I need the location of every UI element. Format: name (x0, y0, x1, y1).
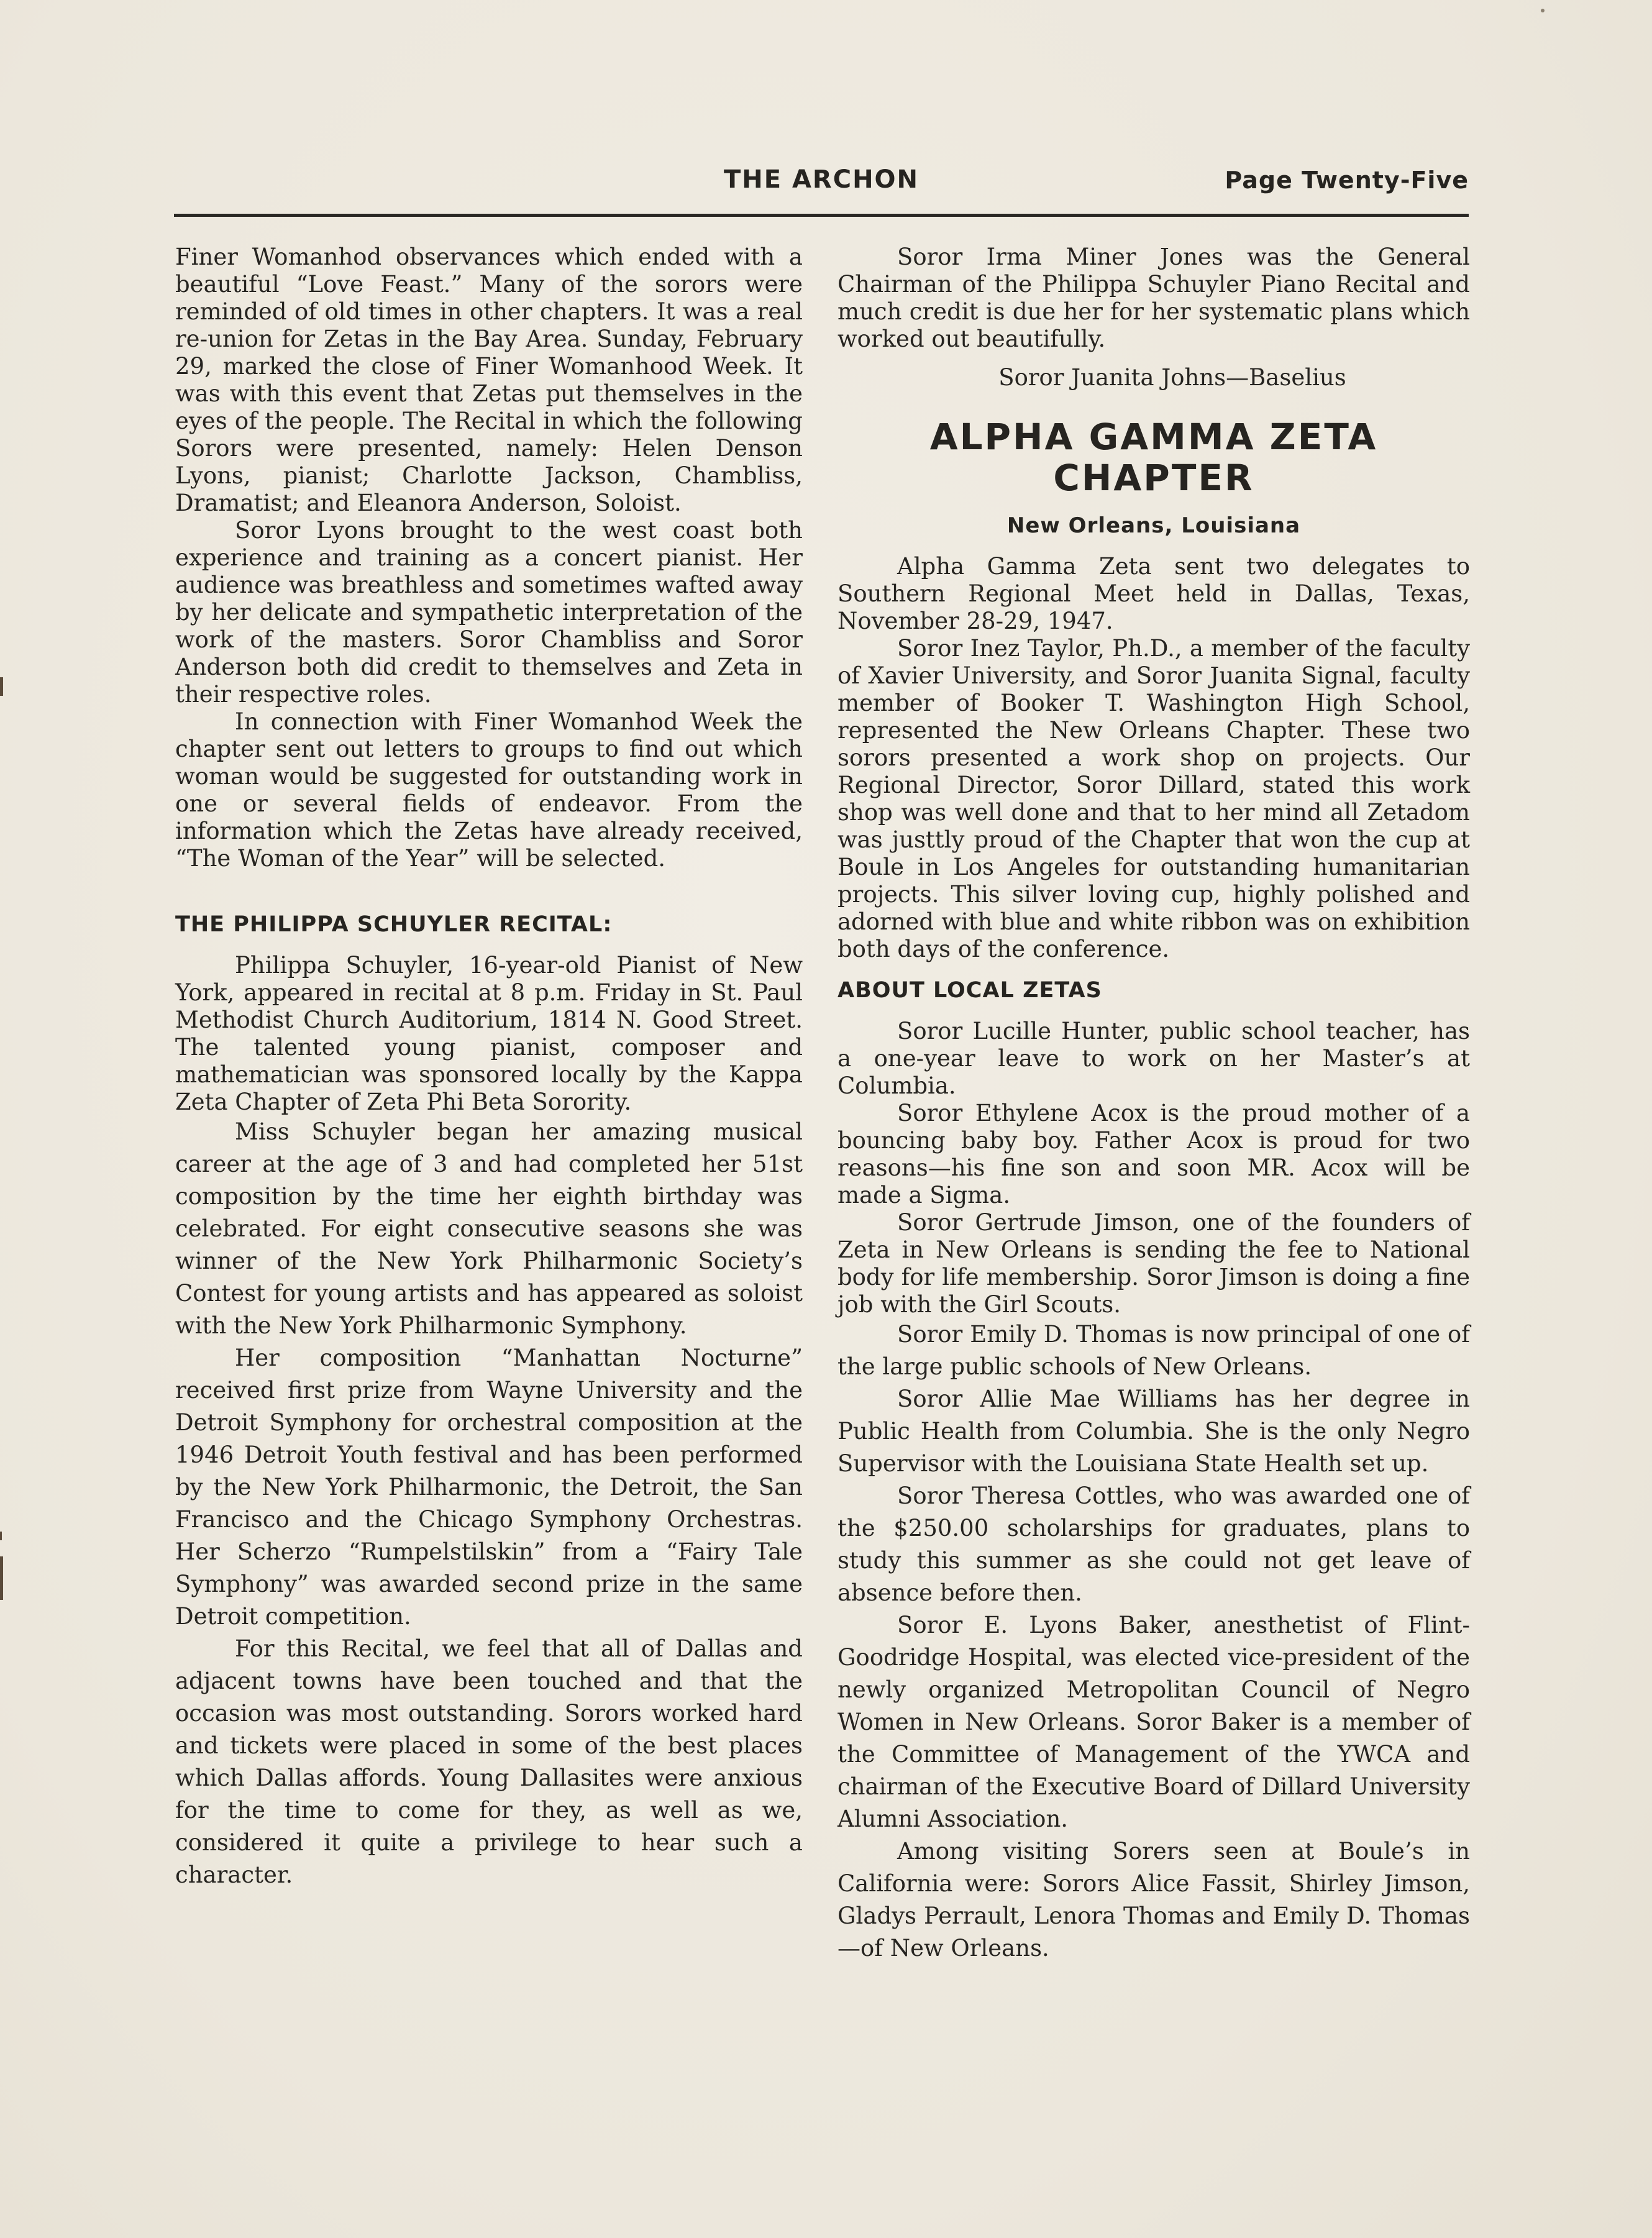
chapter-paragraph-1: Alpha Gamma Zeta sent two delegates to Southern Regional Meet held in Dallas, Texas, November 28-29, 1947. (837, 553, 1470, 634)
local-paragraph-3: Soror Gertrude Jimson, one of the founders of Zeta in New Orleans is sending the fee to National body for life membership. Soror Jimson is doing a fine job with the Girl Scouts. (837, 1209, 1470, 1318)
chapter-paragraph-2: Soror Inez Taylor, Ph.D., a member of the faculty of Xavier University, and Soror Juanita Signal, faculty member of Booker T. Washington High School, represented the New Orleans Chapter. These two sorors presented a work shop on projects. Our Regional Director, Soror Dillard, stated this work shop was well done and that to her mind all Zetadom was justtly proud of the Chapter that won the cup at Boule in Los Angeles for outstanding humanitarian projects. This silver loving cup, highly polished and adorned with blue and white ribbon was on exhibition both days of the conference. (837, 635, 1470, 962)
chapter-title-line-1: ALPHA GAMMA ZETA (929, 416, 1378, 458)
local-paragraph-5: Soror Allie Mae Williams has her degree in Public Health from Columbia. She is the only Negro Supervisor with the Louisiana State Health set up. (837, 1386, 1470, 1477)
scan-dot (1541, 9, 1545, 12)
page-number: Page Twenty-Five (1225, 167, 1469, 194)
left-paragraph-2: Soror Lyons brought to the west coast both experience and training as a concert pianist. Her audience was breathless and sometimes wafted away by her delicate and sympathetic interpretation of the work of the masters. Soror Chambliss and Soror Anderson both did credit to themselves and Zeta in their respective roles. (175, 517, 803, 708)
publication-title: THE ARCHON (723, 165, 920, 194)
scan-mark (0, 1532, 2, 1540)
recital-paragraph-3: Her composition “Manhattan Nocturne” received first prize from Wayne University and the Detroit Symphony for orchestral composition at the 1946 Detroit Youth festival and has been performed by the New York Philharmonic, the Detroit, the San Francisco and the Chicago Symphony Orchestras. Her Scherzo “Rumpelstilskin” from a “Fairy Tale Symphony” was awarded second prize in the same Detroit competition. (175, 1345, 803, 1630)
left-column (175, 244, 803, 1891)
recital-body (175, 1116, 803, 1891)
chapter-location: New Orleans, Louisiana (1006, 513, 1301, 538)
scan-mark (0, 677, 3, 696)
recital-paragraph-2: Miss Schuyler began her amazing musical career at the age of 3 and had completed her 51st composition by the time her eighth birthday was celebrated. For eight consecutive seasons she was winner of the New York Philharmonic Society’s Contest for young artists and has appeared as soloist with the New York Philharmonic Symphony. (175, 1118, 803, 1339)
chapter-title-line-2: CHAPTER (1053, 457, 1254, 499)
running-header (174, 165, 1469, 209)
scan-mark (0, 1556, 3, 1600)
header-rule (174, 214, 1469, 217)
left-paragraph-1: Finer Womanhod observances which ended with a beautiful “Love Feast.” Many of the sorors were reminded of old times in other chapters. It was a real re-union for Zetas in the Bay Area. Sunday, February 29, marked the close of Finer Womanhood Week. It was with this event that Zetas put themselves in the eyes of the people. The Recital in which the following Sorors were presented, namely: Helen Denson Lyons, pianist; Charlotte Jackson, Chambliss, Dramatist; and Eleanora Anderson, Soloist. (175, 244, 803, 516)
local-paragraph-7: Soror E. Lyons Baker, anesthetist of Flint-Goodridge Hospital, was elected vice-president of the newly organized Metropolitan Council of Negro Women in New Orleans. Soror Baker is a member of the Committee of Management of the YWCA and chairman of the Executive Board of Dillard University Alumni Association. (837, 1612, 1470, 1832)
local-paragraph-6: Soror Theresa Cottles, who was awarded one of the $250.00 scholarships for graduates, plans to study this summer as she could not get leave of absence before then. (837, 1482, 1470, 1606)
local-paragraph-4: Soror Emily D. Thomas is now principal of one of the large public schools of New Orleans. (837, 1321, 1470, 1380)
right-intro-paragraph: Soror Irma Miner Jones was the General Chairman of the Philippa Schuyler Piano Recital and much credit is due her for her systematic plans which worked out beautifully. (837, 244, 1470, 352)
recital-paragraph-4: For this Recital, we feel that all of Dallas and adjacent towns have been touched and that the occasion was most outstanding. Sorors worked hard and tickets were placed in some of the best places which Dallas affords. Young Dallasites were anxious for the time to come for they, as well as we, considered it quite a privilege to hear such a character. (175, 1635, 803, 1888)
local-zetas-heading: ABOUT LOCAL ZETAS (837, 978, 1102, 1003)
local-paragraph-2: Soror Ethylene Acox is the proud mother of a bouncing baby boy. Father Acox is proud for two reasons—his fine son and soon MR. Acox will be made a Sigma. (837, 1100, 1470, 1208)
right-column (837, 244, 1470, 1965)
recital-heading: THE PHILIPPA SCHUYLER RECITAL: (175, 912, 613, 937)
left-paragraph-3: In connection with Finer Womanhod Week the chapter sent out letters to groups to find out which woman would be suggested for outstanding work in one or several fields of endeavor. From the information which the Zetas have already received, “The Woman of the Year” will be selected. (175, 708, 803, 872)
local-body (837, 1318, 1470, 1965)
local-paragraph-1: Soror Lucille Hunter, public school teacher, has a one-year leave to work on her Master’s at Columbia. (837, 1018, 1470, 1099)
local-paragraph-8: Among visiting Sorers seen at Boule’s in California were: Sorors Alice Fassit, Shirley Jimson, Gladys Perrault, Lenora Thomas and Emily D. Thomas—of New Orleans. (837, 1838, 1470, 1962)
recital-paragraph-1: Philippa Schuyler, 16-year-old Pianist of New York, appeared in recital at 8 p.m. Friday in St. Paul Methodist Church Auditorium, 1814 N. Good Street. The talented young pianist, composer and mathematician was sponsored locally by the Kappa Zeta Chapter of Zeta Phi Beta Sorority. (175, 952, 803, 1115)
signature-line: Soror Juanita Johns—Baselius (998, 364, 1346, 391)
